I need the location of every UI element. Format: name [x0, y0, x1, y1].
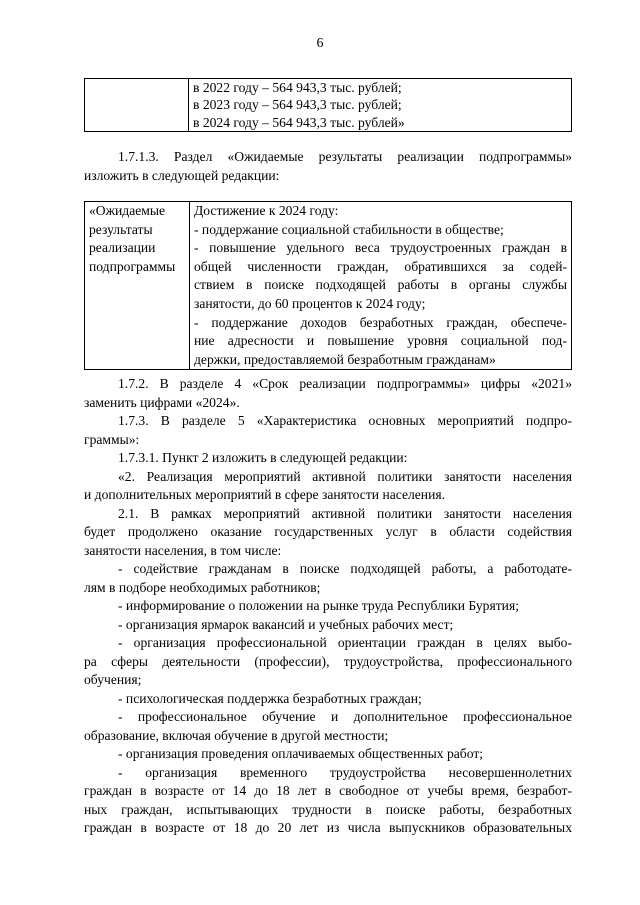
body-line: граждан в возрасте от 14 до 18 лет в свободное от учебы время, безработ- [84, 783, 572, 798]
results-label-line: реализации [89, 240, 156, 256]
results-table-content-cell [190, 202, 572, 370]
results-content-line: общей численности граждан, обратившихся за содей- [194, 258, 567, 274]
results-label-line: «Ожидаемые [89, 203, 166, 218]
body-line: - содействие гражданам в поиске подходящей работы, а работодате- [118, 561, 572, 576]
results-table [84, 201, 572, 370]
body-line: 2.1. В рамках мероприятий активной политики занятости населения [118, 506, 572, 521]
funding-line: в 2024 году – 564 943,3 тыс. рублей» [193, 114, 405, 130]
results-content-line: - поддержание доходов безработных граждан, обеспече- [194, 314, 567, 330]
body-line: - профессиональное обучение и дополнительное профессиональное [118, 709, 572, 724]
body-line: - психологическая поддержка безработных граждан; [118, 691, 422, 706]
results-content-line: - повышение удельного веса трудоустроенных граждан в [194, 240, 567, 256]
body-line: и дополнительных мероприятий в сфере занятости населения. [84, 487, 446, 502]
body-line: лям в подборе необходимых работников; [84, 580, 321, 595]
body-line: - информирование о положении на рынке труда Республики Бурятия; [118, 598, 519, 613]
results-content-line: ние адресности и повышение уровня социальной под- [194, 333, 567, 349]
body-line: граждан в возрасте от 18 до 20 лет из числа выпускников образовательных [84, 820, 572, 835]
body-line: - организация профессиональной ориентации граждан в целях выбо- [118, 635, 572, 650]
funding-line: в 2022 году – 564 943,3 тыс. рублей; [193, 80, 402, 95]
results-content-line: - поддержание социальной стабильности в обществе; [194, 221, 504, 237]
body-line: обучения; [84, 672, 142, 687]
body-line: граммы»: [84, 432, 140, 447]
body-line: ра сферы деятельности (профессии), трудоустройства, профессионального [84, 654, 572, 669]
results-content-line: Достижение к 2024 году: [194, 203, 339, 218]
results-table-label-cell [85, 202, 190, 370]
funding-table-content-cell [189, 79, 572, 132]
results-label-line: результаты [89, 221, 153, 237]
intro-line: 1.7.1.3. Раздел «Ожидаемые результаты реализации подпрограммы» [118, 149, 572, 164]
body-line: - организация ярмарок вакансий и учебных рабочих мест; [118, 617, 454, 632]
body-line: - организация проведения оплачиваемых общественных работ; [118, 746, 484, 761]
page-number: 6 [316, 36, 324, 51]
body-line: 1.7.2. В разделе 4 «Срок реализации подпрограммы» цифры «2021» [118, 376, 572, 391]
results-content-line: держки, предоставляемой безработным гражданам» [194, 351, 496, 367]
results-content-line: ствием в поиске подходящей работы в органы службы [194, 277, 567, 293]
body-line: 1.7.3. В разделе 5 «Характеристика основных мероприятий подпро- [118, 413, 572, 428]
body-line: - организация временного трудоустройства несовершеннолетних [118, 765, 572, 780]
funding-table-label-cell [85, 79, 189, 132]
results-label-line: подпрограммы [89, 258, 176, 274]
funding-line: в 2023 году – 564 943,3 тыс. рублей; [193, 97, 402, 113]
funding-table [84, 78, 572, 132]
body-line: будет продолжено оказание государственных услуг в области содействия [84, 524, 572, 539]
body-line: ных граждан, испытывающих трудности в поиске работы, безработных [84, 802, 572, 817]
body-line: заменить цифрами «2024». [84, 395, 240, 410]
body-line: «2. Реализация мероприятий активной политики занятости населения [118, 469, 572, 484]
intro-line: изложить в следующей редакции: [84, 168, 280, 183]
body-line: занятости населения, в том числе: [84, 543, 282, 558]
body-line: 1.7.3.1. Пункт 2 изложить в следующей редакции: [118, 450, 408, 465]
results-content-line: занятости, до 60 процентов к 2024 году; [194, 295, 426, 311]
body-line: образование, включая обучение в другой местности; [84, 728, 389, 743]
